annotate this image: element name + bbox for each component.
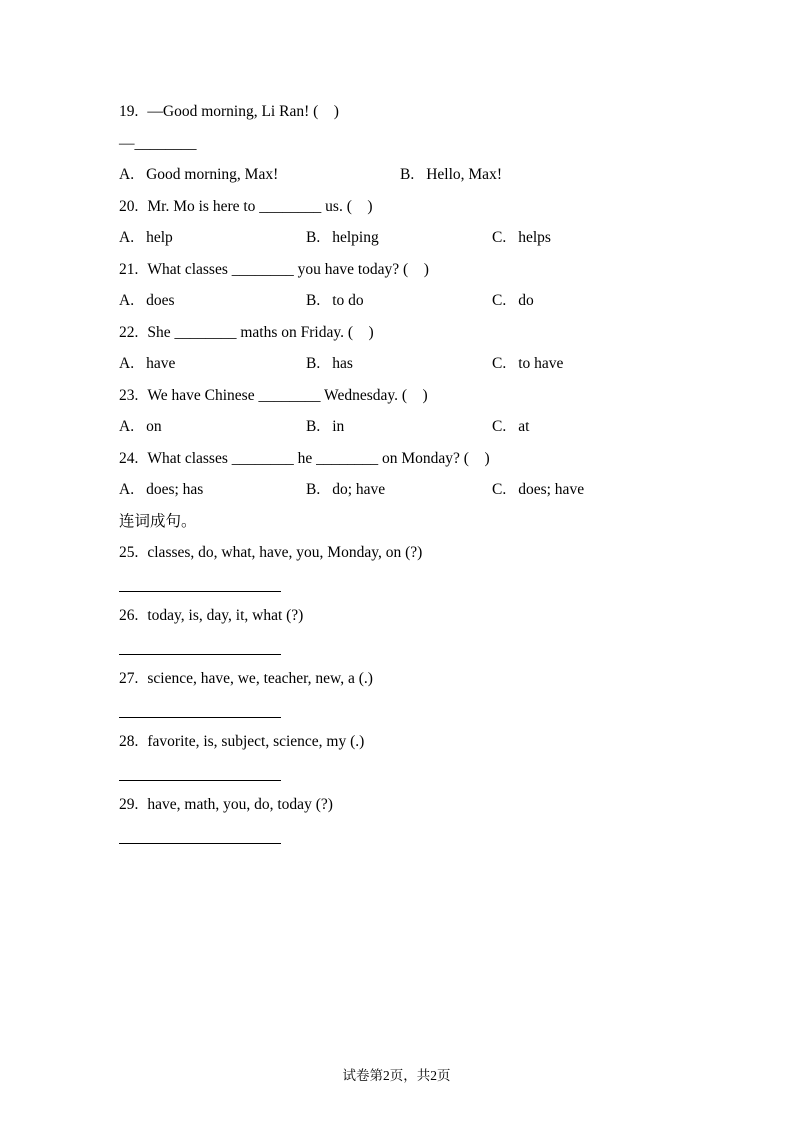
question-23-number: 23. — [119, 386, 139, 404]
option-19-a — [119, 159, 400, 191]
option-23-b — [306, 411, 492, 443]
option-20-b-text: helping — [332, 229, 379, 246]
option-23-c — [492, 411, 529, 443]
question-29-number: 29. — [119, 796, 139, 813]
question-29-answer-row — [119, 821, 719, 853]
option-23-a-letter: A. — [119, 418, 135, 435]
question-23-text: We have Chinese ________ Wednesday. ( ) — [147, 386, 428, 404]
answer-line — [119, 780, 281, 781]
question-20-number: 20. — [119, 197, 139, 215]
option-24-c-letter: C. — [492, 481, 507, 498]
option-19-a-letter: A. — [119, 166, 135, 183]
option-23-c-text: at — [518, 418, 530, 435]
question-26-answer-row — [119, 632, 719, 664]
question-27-words: science, have, we, teacher, new, a (.) — [147, 670, 373, 687]
question-29 — [119, 789, 719, 821]
option-23-c-letter: C. — [492, 418, 507, 435]
option-21-b — [306, 285, 492, 317]
option-24-c — [492, 474, 584, 506]
option-22-b-text: has — [332, 355, 353, 372]
exam-content — [119, 96, 719, 852]
option-20-c — [492, 222, 551, 254]
option-24-c-text: does; have — [518, 481, 585, 498]
question-24-text: What classes ________ he ________ on Monday? ( ) — [147, 449, 490, 467]
option-24-a-text: does; has — [146, 481, 204, 498]
question-21-number: 21. — [119, 260, 139, 278]
question-27-answer-row — [119, 695, 719, 727]
answer-line — [119, 717, 281, 718]
question-25-answer-row — [119, 569, 719, 601]
option-19-b-text: Hello, Max! — [426, 166, 502, 183]
option-24-a-letter: A. — [119, 481, 135, 498]
option-21-b-text: to do — [332, 292, 364, 309]
question-26 — [119, 600, 719, 632]
option-20-c-text: helps — [518, 229, 551, 246]
question-27 — [119, 663, 719, 695]
question-26-words: today, is, day, it, what (?) — [147, 607, 304, 624]
question-24-stem — [119, 443, 719, 475]
question-19-number: 19. — [119, 103, 139, 120]
question-29-words: have, math, you, do, today (?) — [147, 796, 333, 813]
option-22-a — [119, 348, 306, 380]
option-21-a-text: does — [146, 292, 175, 309]
option-21-a — [119, 285, 306, 317]
question-24-options — [119, 474, 719, 506]
option-20-b — [306, 222, 492, 254]
option-24-a — [119, 474, 306, 506]
question-22-text: She ________ maths on Friday. ( ) — [147, 323, 374, 341]
question-20-stem — [119, 191, 719, 223]
option-21-c-letter: C. — [492, 292, 507, 309]
question-23-options — [119, 411, 719, 443]
question-21-text: What classes ________ you have today? ( ) — [147, 260, 429, 278]
question-28-words: favorite, is, subject, science, my (.) — [147, 733, 365, 750]
question-28-number: 28. — [119, 733, 139, 750]
page-footer: 试卷第2页，共2页 — [342, 1068, 451, 1083]
answer-line — [119, 843, 281, 844]
option-23-a — [119, 411, 306, 443]
question-21-stem — [119, 254, 719, 286]
option-23-b-letter: B. — [306, 418, 321, 435]
option-24-b-text: do; have — [332, 481, 386, 498]
option-21-a-letter: A. — [119, 292, 135, 309]
question-22-number: 22. — [119, 323, 139, 341]
answer-line — [119, 654, 281, 655]
rearrange-section-header: 连词成句。 — [119, 512, 197, 530]
option-21-c-text: do — [518, 292, 534, 309]
question-26-number: 26. — [119, 607, 139, 624]
question-27-number: 27. — [119, 670, 139, 687]
option-22-c — [492, 348, 563, 380]
option-22-a-text: have — [146, 355, 176, 372]
option-21-c — [492, 285, 534, 317]
option-22-c-text: to have — [518, 355, 564, 372]
option-22-b — [306, 348, 492, 380]
question-21-options — [119, 285, 719, 317]
option-22-b-letter: B. — [306, 355, 321, 372]
question-24-number: 24. — [119, 449, 139, 467]
question-25 — [119, 537, 719, 569]
option-20-b-letter: B. — [306, 229, 321, 246]
question-20-options — [119, 222, 719, 254]
option-23-a-text: on — [146, 418, 162, 435]
option-20-a-letter: A. — [119, 229, 135, 246]
question-20-text: Mr. Mo is here to ________ us. ( ) — [147, 197, 373, 215]
question-25-words: classes, do, what, have, you, Monday, on (?) — [147, 544, 423, 561]
question-28-answer-row — [119, 758, 719, 790]
option-19-b — [400, 159, 502, 191]
question-28 — [119, 726, 719, 758]
answer-line — [119, 591, 281, 592]
option-22-a-letter: A. — [119, 355, 135, 372]
question-19-text: —Good morning, Li Ran! ( ) — [147, 103, 339, 120]
question-19-answer-blank: —________ — [119, 134, 197, 152]
question-19-stem — [119, 96, 719, 128]
question-19-options — [119, 159, 719, 191]
option-19-a-text: Good morning, Max! — [146, 166, 279, 183]
option-24-b — [306, 474, 492, 506]
option-24-b-letter: B. — [306, 481, 321, 498]
option-19-b-letter: B. — [400, 166, 415, 183]
option-20-c-letter: C. — [492, 229, 507, 246]
option-20-a-text: help — [146, 229, 173, 246]
question-25-number: 25. — [119, 544, 139, 561]
option-20-a — [119, 222, 306, 254]
option-23-b-text: in — [332, 418, 345, 435]
question-22-options — [119, 348, 719, 380]
option-22-c-letter: C. — [492, 355, 507, 372]
question-22-stem — [119, 317, 719, 349]
question-23-stem — [119, 380, 719, 412]
option-21-b-letter: B. — [306, 292, 321, 309]
